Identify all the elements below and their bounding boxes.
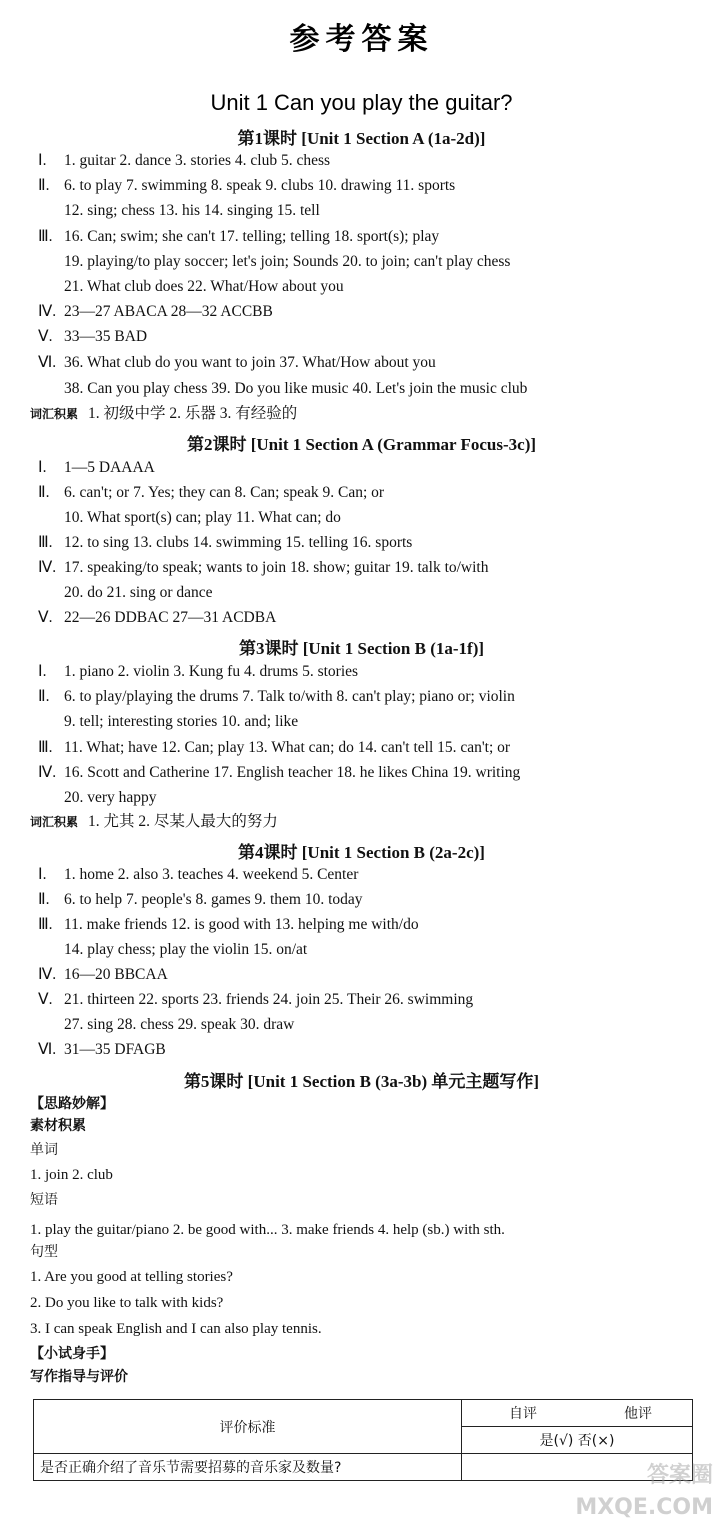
self-eval-header: 自评 xyxy=(462,1400,585,1427)
answer-line: 12. sing; chess 13. his 14. singing 15. tell xyxy=(64,202,320,219)
sentence-item: 3. I can speak English and I can also play tennis. xyxy=(30,1321,322,1337)
answer-line: 1—5 DAAAA xyxy=(64,459,155,476)
answer-line: 19. playing/to play soccer; let's join; Sounds 20. to join; can't play chess xyxy=(64,253,511,270)
roman-numeral: Ⅵ. xyxy=(38,354,57,371)
answer-line: 11. What; have 12. Can; play 13. What can; do 14. can't tell 15. can't; or xyxy=(64,739,511,756)
vocab-line xyxy=(30,405,717,423)
answer-line: 21. What club does 22. What/How about you xyxy=(64,278,344,295)
roman-numeral: Ⅱ. xyxy=(38,177,50,194)
sentence-item: 1. Are you good at telling stories? xyxy=(30,1269,233,1285)
roman-numeral: Ⅲ. xyxy=(38,739,53,756)
lesson-2-title: 第2课时 [Unit 1 Section A (Grammar Focus-3c)] xyxy=(186,435,537,454)
answer-line: 10. What sport(s) can; play 11. What can; do xyxy=(64,509,341,526)
answer-line: 38. Can you play chess 39. Do you like music 40. Let's join the music club xyxy=(64,380,528,397)
answer-line: 6. to play 7. swimming 8. speak 9. clubs 10. drawing 11. sports xyxy=(64,177,456,194)
roman-numeral: Ⅳ. xyxy=(38,966,57,983)
lesson-4-title: 第4课时 [Unit 1 Section B (2a-2c)] xyxy=(238,843,485,862)
roman-numeral: Ⅵ. xyxy=(38,1041,57,1058)
vocab-label: 词汇积累 xyxy=(30,815,79,829)
roman-numeral: Ⅰ. xyxy=(38,866,47,883)
answer-line: 11. make friends 12. is good with 13. helping me with/do xyxy=(64,916,419,933)
criteria-row: 是否正确介绍了音乐节需要招募的音乐家及数量? xyxy=(34,1454,462,1481)
roman-numeral: Ⅴ. xyxy=(38,328,53,345)
answer-line: 1. home 2. also 3. teaches 4. weekend 5. Center xyxy=(64,866,359,883)
roman-numeral: Ⅳ. xyxy=(38,559,57,576)
answer-line: 20. very happy xyxy=(64,789,157,806)
roman-numeral: Ⅳ. xyxy=(38,303,57,320)
answer-line: 16—20 BBCAA xyxy=(64,966,168,983)
answer-line: 6. to play/playing the drums 7. Talk to/with 8. can't play; piano or; violin xyxy=(64,688,515,705)
roman-numeral: Ⅰ. xyxy=(38,459,47,476)
answer-line: 1. guitar 2. dance 3. stories 4. club 5. chess xyxy=(64,152,331,169)
roman-numeral: Ⅲ. xyxy=(38,534,53,551)
sentence-item: 2. Do you like to talk with kids? xyxy=(30,1295,224,1311)
answer-line: 31—35 DFAGB xyxy=(64,1041,166,1058)
answer-line: 16. Can; swim; she can't 17. telling; telling 18. sport(s); play xyxy=(64,228,440,245)
section-heading: 素材积累 xyxy=(30,1118,86,1134)
answer-line: 9. tell; interesting stories 10. and; like xyxy=(64,713,299,730)
vocab-label: 词汇积累 xyxy=(30,407,79,421)
answer-banner: 参考答案 xyxy=(289,22,434,57)
answer-line: 6. to help 7. people's 8. games 9. them 10. today xyxy=(64,891,363,908)
section-heading: 写作指导与评价 xyxy=(30,1369,128,1385)
roman-numeral: Ⅰ. xyxy=(38,152,47,169)
answer-line: 22—26 DDBAC 27—31 ACDBA xyxy=(64,609,277,626)
section-heading: 【小试身手】 xyxy=(30,1346,114,1362)
roman-numeral: Ⅰ. xyxy=(38,663,47,680)
answer-line: 16. Scott and Catherine 17. English teacher 18. he likes China 19. writing xyxy=(64,764,521,781)
unit-title: Unit 1 Can you play the guitar? xyxy=(210,90,513,115)
sub-heading: 句型 xyxy=(30,1244,58,1260)
roman-numeral: Ⅳ. xyxy=(38,764,57,781)
criteria-header: 评价标准 xyxy=(34,1400,462,1454)
phrase-list: 1. play the guitar/piano 2. be good with... 3. make friends 4. help (sb.) with sth. xyxy=(30,1222,505,1238)
watermark-logo: 答案圈 MXQE.COM xyxy=(575,1463,713,1520)
peer-eval-header: 他评 xyxy=(584,1400,693,1427)
answer-line: 12. to sing 13. clubs 14. swimming 15. telling 16. sports xyxy=(64,534,413,551)
answer-line: 33—35 BAD xyxy=(64,328,148,345)
answer-line: 17. speaking/to speak; wants to join 18. show; guitar 19. talk to/with xyxy=(64,559,489,576)
sub-heading: 短语 xyxy=(30,1192,58,1208)
roman-numeral: Ⅴ. xyxy=(38,609,53,626)
answer-line: 20. do 21. sing or dance xyxy=(64,584,213,601)
answer-line: 6. can't; or 7. Yes; they can 8. Can; speak 9. Can; or xyxy=(64,484,385,501)
section-heading: 【思路妙解】 xyxy=(30,1096,114,1112)
lesson-3-title: 第3课时 [Unit 1 Section B (1a-1f)] xyxy=(238,639,485,658)
roman-numeral: Ⅲ. xyxy=(38,228,53,245)
word-list: 1. join 2. club xyxy=(30,1167,113,1183)
sub-heading: 单词 xyxy=(30,1142,58,1158)
answer-line: 1. piano 2. violin 3. Kung fu 4. drums 5. stories xyxy=(64,663,359,680)
vocab-text: 1. 初级中学 2. 乐器 3. 有经验的 xyxy=(88,405,298,422)
roman-numeral: Ⅱ. xyxy=(38,484,50,501)
roman-numeral: Ⅱ. xyxy=(38,688,50,705)
vocab-line xyxy=(30,813,717,831)
answer-line: 14. play chess; play the violin 15. on/at xyxy=(64,941,308,958)
answer-line: 23—27 ABACA 28—32 ACCBB xyxy=(64,303,273,320)
answer-line: 21. thirteen 22. sports 23. friends 24. join 25. Their 26. swimming xyxy=(64,991,474,1008)
answer-line: 36. What club do you want to join 37. What/How about you xyxy=(64,354,436,371)
yes-no-marks: 是(√) 否(×) xyxy=(462,1427,693,1454)
lesson-5-title: 第5课时 [Unit 1 Section B (3a-3b) 单元主题写作] xyxy=(183,1072,540,1091)
roman-numeral: Ⅴ. xyxy=(38,991,53,1008)
roman-numeral: Ⅱ. xyxy=(38,891,50,908)
lesson-1-title: 第1课时 [Unit 1 Section A (1a-2d)] xyxy=(237,129,486,148)
roman-numeral: Ⅲ. xyxy=(38,916,53,933)
answer-line: 27. sing 28. chess 29. speak 30. draw xyxy=(64,1016,295,1033)
vocab-text: 1. 尤其 2. 尽某人最大的努力 xyxy=(88,813,278,830)
